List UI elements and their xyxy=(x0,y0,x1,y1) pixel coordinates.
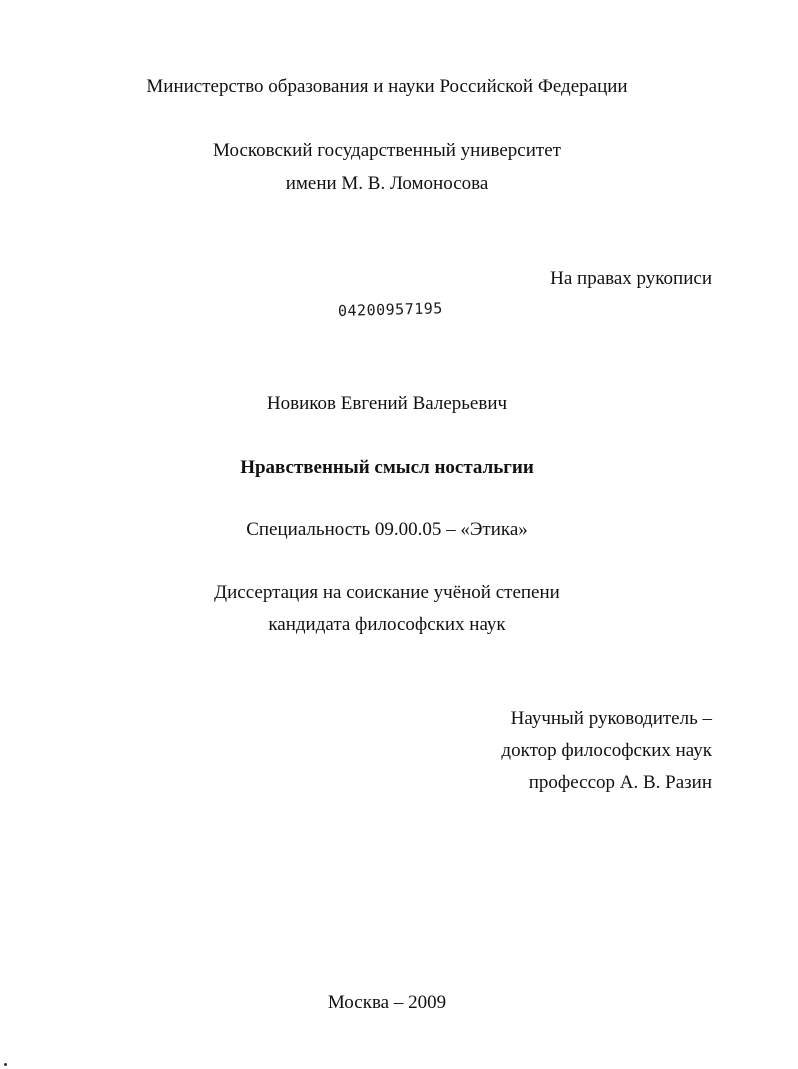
dissertation-title: Нравственный смысл ностальгии xyxy=(240,457,534,478)
city-year: Москва – 2009 xyxy=(327,992,447,1013)
author-name: Новиков Евгений Валерьевич xyxy=(266,393,508,414)
dissertation-degree-line1: Диссертация на соискание учёной степени xyxy=(214,582,560,603)
university-name-line1: Московский государственный университет xyxy=(213,140,561,161)
supervisor-degree: доктор философских наук xyxy=(501,740,712,761)
specialty: Специальность 09.00.05 – «Этика» xyxy=(246,519,528,540)
manuscript-note: На правах рукописи xyxy=(550,268,712,289)
dissertation-degree-line2: кандидата философских наук xyxy=(268,614,506,635)
scan-speck xyxy=(4,1063,7,1066)
registration-number-stamp: 04200957195 xyxy=(337,299,444,320)
supervisor-label: Научный руководитель – xyxy=(510,708,712,729)
supervisor-name: профессор А. В. Разин xyxy=(528,772,712,793)
university-name-line2: имени М. В. Ломоносова xyxy=(285,173,489,194)
ministry-heading: Министерство образования и науки Российской Федерации xyxy=(146,76,628,97)
